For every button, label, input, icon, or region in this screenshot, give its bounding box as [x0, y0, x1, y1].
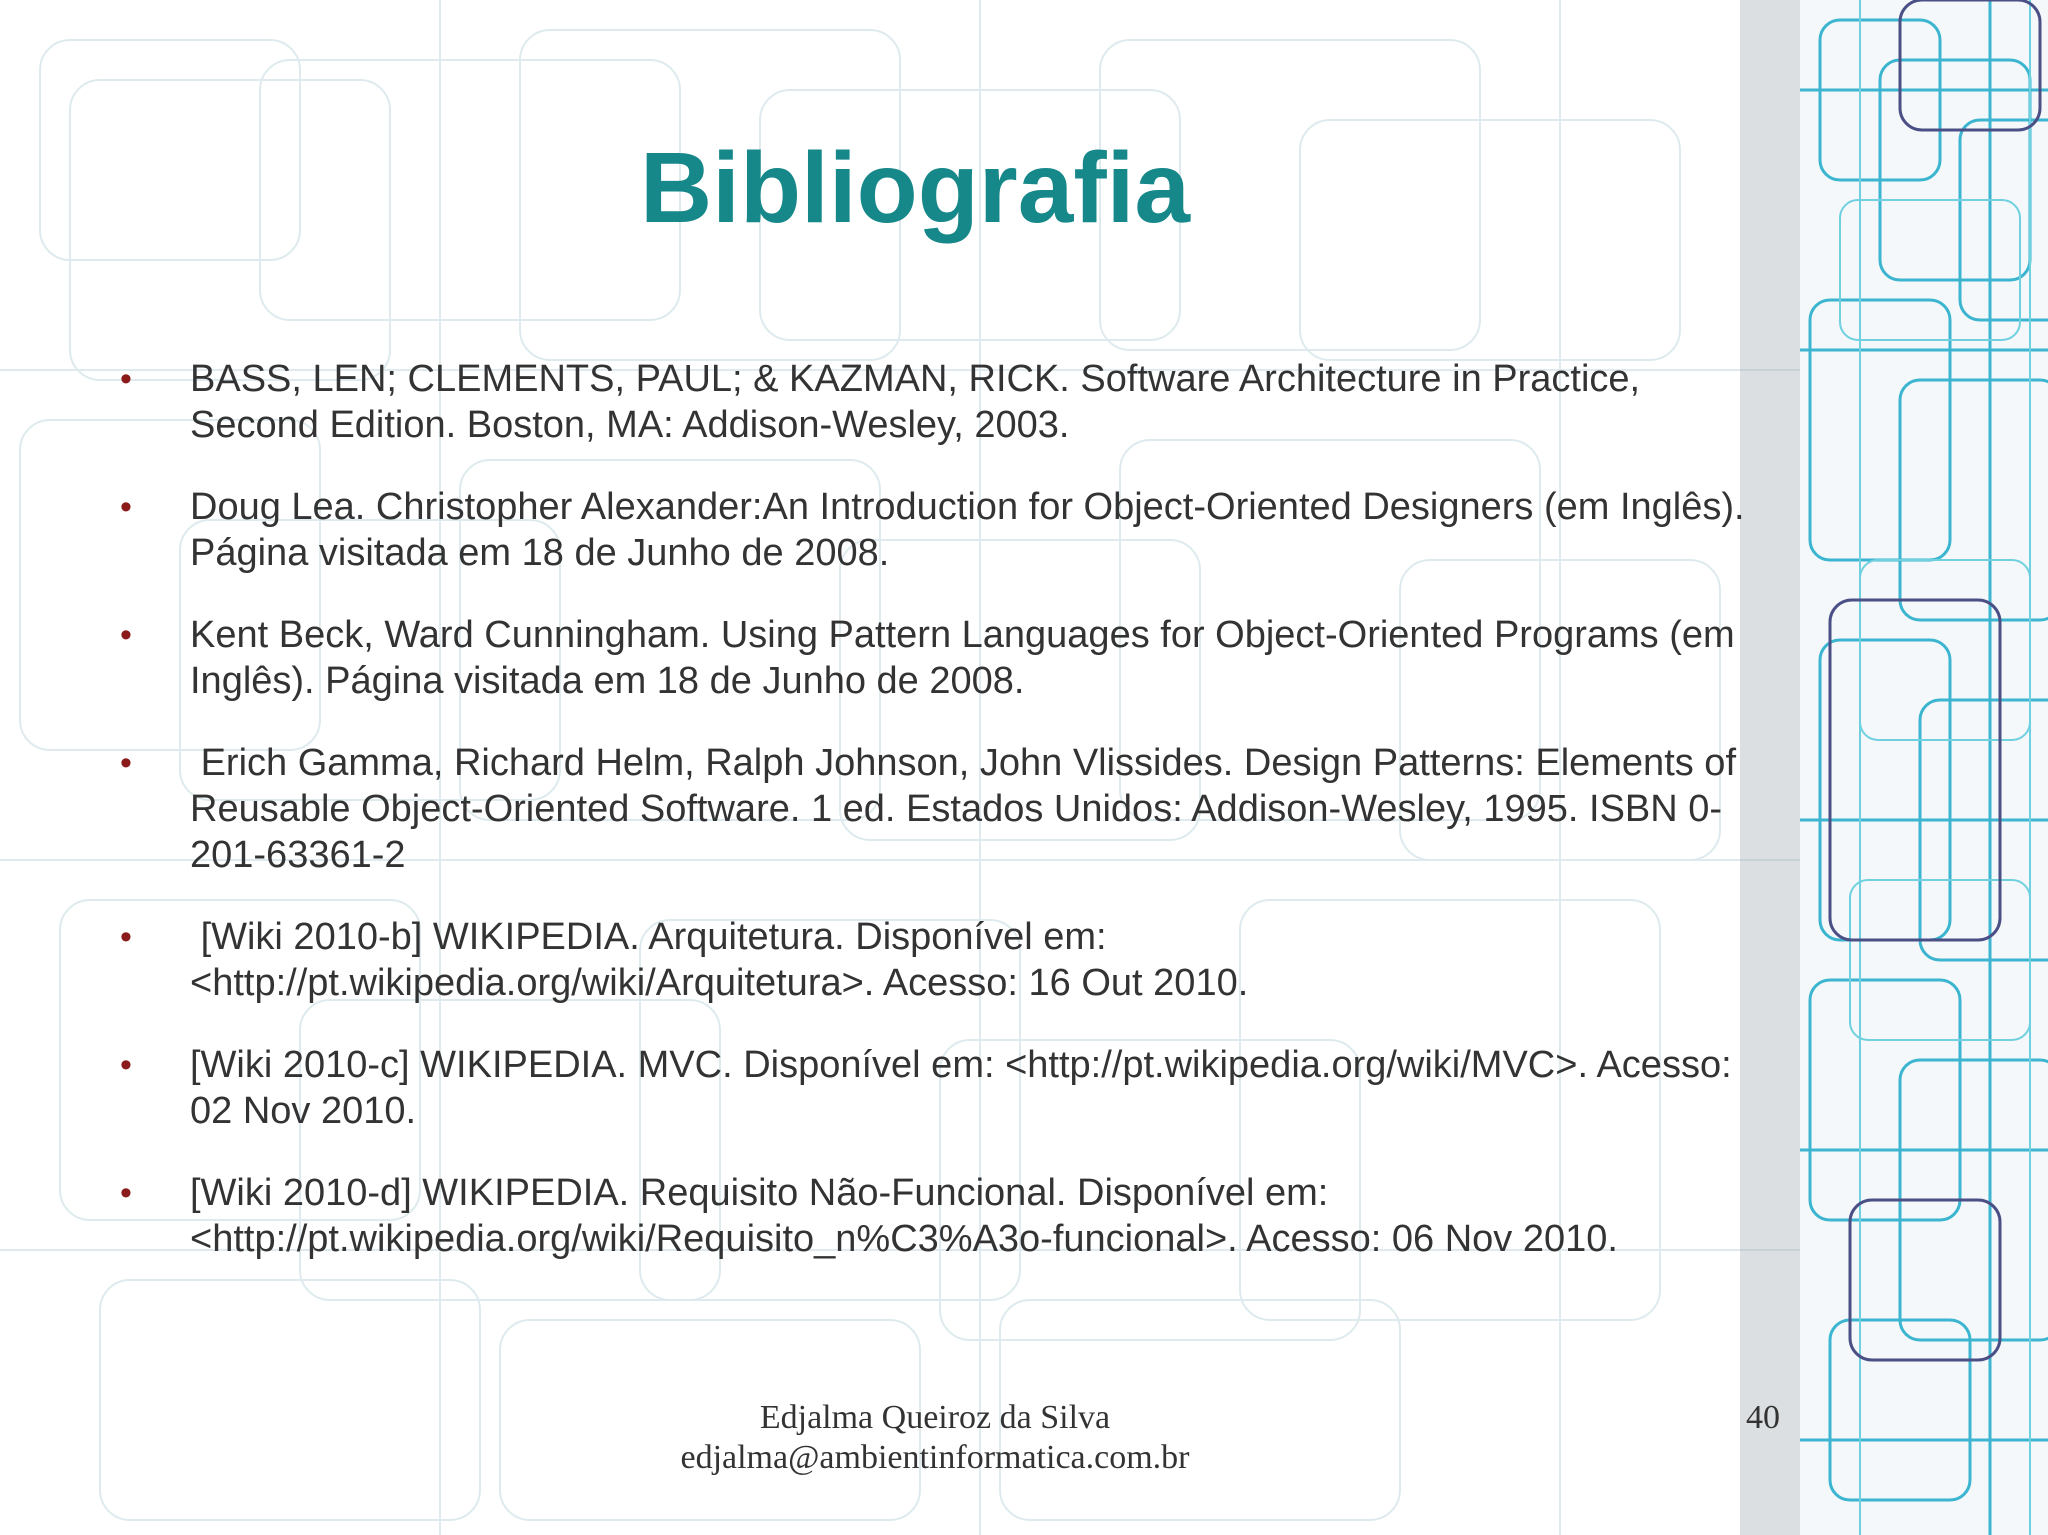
footer-author-name: Edjalma Queiroz da Silva	[759, 1399, 1111, 1436]
bullet-icon: •	[120, 616, 132, 654]
slide-title: Bibliografia	[639, 132, 1191, 244]
footer-email: edjalma@ambientinformatica.com.br	[680, 1439, 1190, 1476]
reference-text: BASS, LEN; CLEMENTS, PAUL; & KAZMAN, RICK. Software Architecture in Practice, Second Edition. Boston, MA: Addison-Wesley, 2003.	[190, 358, 1641, 446]
reference-text: [Wiki 2010-b] WIKIPEDIA. Arquitetura. Disponível em: <http://pt.wikipedia.org/wiki/Arquitetura>. Acesso: 16 Out 2010.	[190, 916, 1249, 1004]
reference-text: [Wiki 2010-c] WIKIPEDIA. MVC. Disponível em: <http://pt.wikipedia.org/wiki/MVC>. Acesso: 02 Nov 2010.	[190, 1044, 1732, 1132]
list-item	[120, 1170, 1760, 1262]
bullet-icon: •	[120, 360, 132, 398]
bullet-icon: •	[120, 1174, 132, 1212]
bullet-icon: •	[120, 1046, 132, 1084]
list-item	[120, 612, 1760, 704]
reference-text: Kent Beck, Ward Cunningham. Using Pattern Languages for Object-Oriented Programs (em Inglês). Página visitada em 18 de Junho de 2008.	[190, 614, 1735, 702]
bullet-icon: •	[120, 744, 132, 782]
reference-text: Erich Gamma, Richard Helm, Ralph Johnson, John Vlissides. Design Patterns: Elements of Reusable Object-Oriented Software. 1 ed. Estados Unidos: Addison-Wesley, 1995. ISBN 0-201-63361-2	[190, 742, 1747, 876]
list-item	[120, 484, 1760, 576]
reference-text: [Wiki 2010-d] WIKIPEDIA. Requisito Não-Funcional. Disponível em: <http://pt.wikipedia.org/wiki/Requisito_n%C3%A3o-funcional>. Acesso: 06 Nov 2010.	[190, 1172, 1618, 1260]
bibliography-list	[120, 356, 1760, 1298]
footer-author-block	[600, 1398, 1270, 1478]
list-item	[120, 356, 1760, 448]
bullet-icon: •	[120, 918, 132, 956]
bullet-icon: •	[120, 488, 132, 526]
reference-text: Doug Lea. Christopher Alexander:An Introduction for Object-Oriented Designers (em Inglês). Página visitada em 18 de Junho de 2008.	[190, 486, 1745, 574]
page-number: 40	[1746, 1399, 1780, 1436]
list-item	[120, 914, 1760, 1006]
list-item	[120, 1042, 1760, 1134]
list-item	[120, 740, 1760, 878]
